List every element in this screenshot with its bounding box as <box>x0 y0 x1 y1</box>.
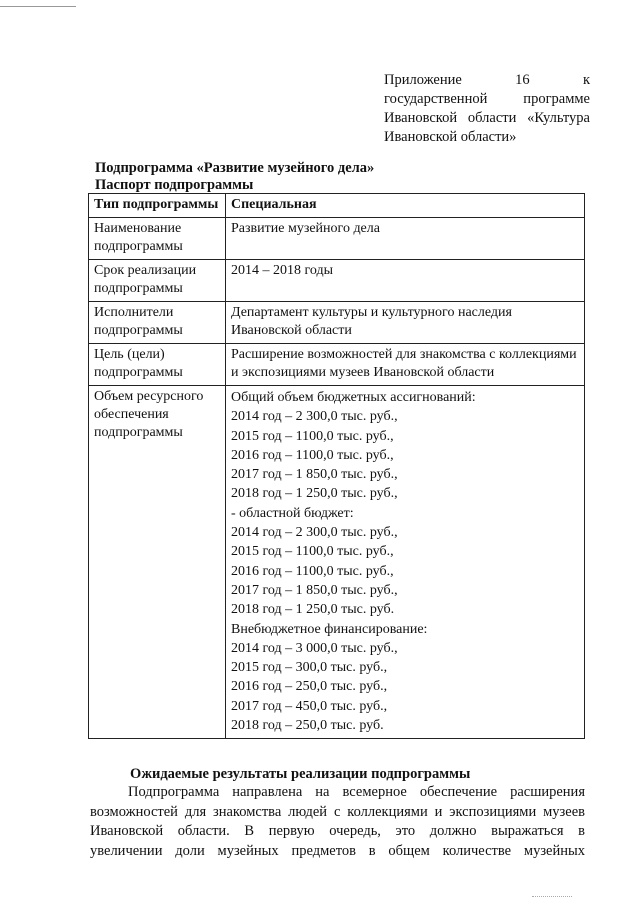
resource-line: - областной бюджет: <box>231 505 354 521</box>
top-rule <box>0 6 76 7</box>
resource-line: 2017 год – 450,0 тыс. руб., <box>231 698 388 714</box>
appendix-word-3: к <box>582 72 590 88</box>
results-paragraph <box>90 783 585 861</box>
resource-line: 2016 год – 1100,0 тыс. руб., <box>231 563 394 579</box>
row-label-cell: Срок реализации подпрограммы <box>89 260 226 302</box>
resource-line: 2018 год – 1 250,0 тыс. руб. <box>231 602 395 618</box>
resource-line: 2018 год – 250,0 тыс. руб. <box>231 718 384 734</box>
row-value-cell: Развитие музейного дела <box>226 218 585 260</box>
table-header-row <box>89 194 585 218</box>
resources-label-cell: Объем ресурсного обеспечения подпрограммы <box>89 386 226 739</box>
resource-line: Внебюджетное финансирование: <box>231 621 428 637</box>
paragraph-line: увеличении доли музейных предметов в общем количестве музейных <box>90 842 585 859</box>
resource-line: 2014 год – 2 300,0 тыс. руб., <box>231 409 398 425</box>
table-row <box>89 302 585 344</box>
row-label-cell: Наименование подпрограммы <box>89 218 226 260</box>
row-label-cell: Цель (цели) подпрограммы <box>89 344 226 386</box>
row-value-cell: Расширение возможностей для знакомства с коллекциями и экспозициями музеев Ивановской области <box>226 344 585 386</box>
row-label-cell: Исполнители подпрограммы <box>89 302 226 344</box>
appendix-line-3: Ивановской области «Культура <box>384 110 590 126</box>
resource-line: 2014 год – 2 300,0 тыс. руб., <box>231 525 398 541</box>
resource-line: 2014 год – 3 000,0 тыс. руб., <box>231 640 398 656</box>
row-value-cell: Департамент культуры и культурного наследия Ивановской области <box>226 302 585 344</box>
subprogram-title: Подпрограмма «Развитие музейного дела» <box>95 160 375 176</box>
resource-line: 2017 год – 1 850,0 тыс. руб., <box>231 582 398 598</box>
row-value-cell: 2014 – 2018 годы <box>226 260 585 302</box>
header-value-cell: Специальная <box>226 194 585 218</box>
page-title <box>95 160 374 194</box>
resource-line: 2015 год – 1100,0 тыс. руб., <box>231 428 394 444</box>
resource-line: 2017 год – 1 850,0 тыс. руб., <box>231 467 398 483</box>
appendix-word-2: 16 <box>515 72 530 88</box>
table-row <box>89 344 585 386</box>
resource-line: 2015 год – 1100,0 тыс. руб., <box>231 544 394 560</box>
appendix-line-1 <box>384 71 590 90</box>
appendix-note <box>384 71 590 147</box>
appendix-line-4: Ивановской области» <box>384 129 517 145</box>
table-row-resources <box>89 386 585 739</box>
resource-line: 2016 год – 1100,0 тыс. руб., <box>231 447 394 463</box>
appendix-word-1: Приложение <box>384 72 462 88</box>
passport-table <box>88 193 585 739</box>
header-label-cell: Тип подпрограммы <box>89 194 226 218</box>
paragraph-line: Подпрограмма направлена на всемерное обеспечение расширения <box>128 784 585 800</box>
table-row <box>89 218 585 260</box>
resource-line: 2015 год – 300,0 тыс. руб., <box>231 660 388 676</box>
results-heading: Ожидаемые результаты реализации подпрограммы <box>130 766 471 782</box>
resource-line: 2018 год – 1 250,0 тыс. руб., <box>231 486 398 502</box>
appendix-line-2: государственной программе <box>384 91 590 107</box>
passport-title: Паспорт подпрограммы <box>95 177 254 193</box>
paragraph-line: возможностей для знакомства людей с коллекциями и экспозициями музеев <box>90 803 585 820</box>
resource-line: Общий объем бюджетных ассигнований: <box>231 390 476 405</box>
table-row <box>89 260 585 302</box>
paragraph-line: Ивановской области. В первую очередь, это должно выражаться в <box>90 823 585 839</box>
bottom-rule <box>532 896 572 897</box>
resources-value-cell <box>226 386 585 739</box>
resource-line: 2016 год – 250,0 тыс. руб., <box>231 679 388 695</box>
